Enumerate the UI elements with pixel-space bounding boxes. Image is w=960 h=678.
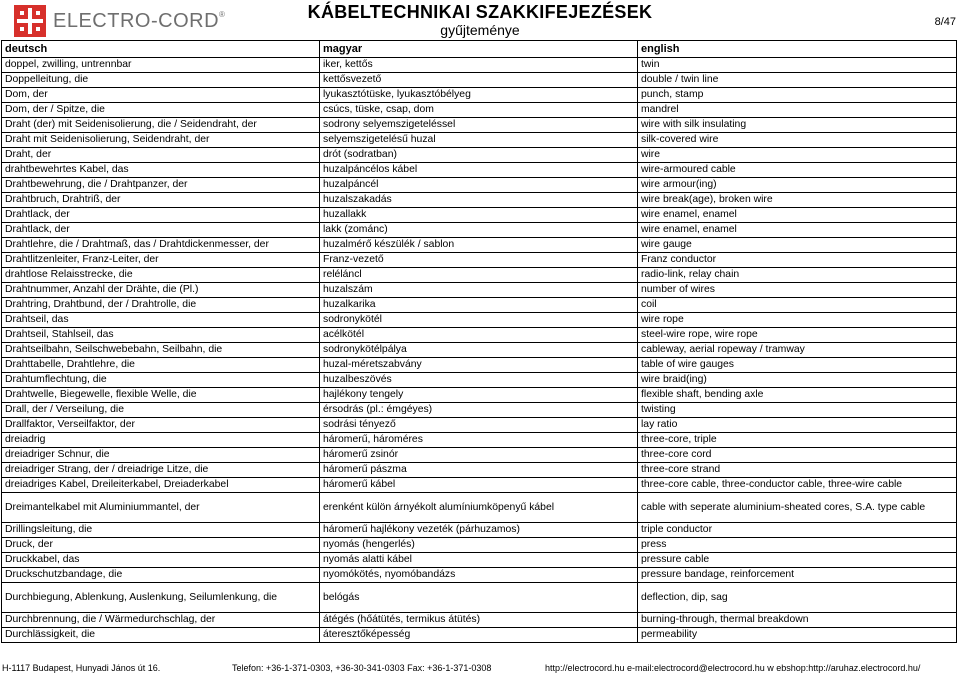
cell-magyar: nyomás (hengerlés) [320, 538, 638, 553]
cell-magyar: huzalpáncél [320, 178, 638, 193]
cell-english: punch, stamp [638, 88, 957, 103]
cell-english: lay ratio [638, 418, 957, 433]
cell-magyar: huzalszakadás [320, 193, 638, 208]
cell-english: double / twin line [638, 73, 957, 88]
cell-deutsch: Drahtseil, Stahlseil, das [2, 328, 320, 343]
cell-english: three-core strand [638, 463, 957, 478]
cell-english: coil [638, 298, 957, 313]
table-row [2, 298, 957, 313]
cell-magyar: huzalszám [320, 283, 638, 298]
cell-deutsch: Drallfaktor, Verseilfaktor, der [2, 418, 320, 433]
table-row [2, 118, 957, 133]
table-row [2, 328, 957, 343]
column-header-magyar: magyar [320, 41, 638, 58]
cell-english: wire gauge [638, 238, 957, 253]
footer-address: H-1117 Budapest, Hunyadi János út 16. [2, 663, 161, 673]
glossary-rows [2, 58, 957, 643]
table-row [2, 283, 957, 298]
table-row [2, 613, 957, 628]
cell-magyar: lakk (zománc) [320, 223, 638, 238]
cell-magyar: huzalpáncélos kábel [320, 163, 638, 178]
cell-magyar: huzallakk [320, 208, 638, 223]
cell-magyar: sodrási tényező [320, 418, 638, 433]
cell-english: pressure bandage, reinforcement [638, 568, 957, 583]
brand-name: ELECTRO-CORD® [53, 9, 226, 32]
cell-deutsch: Drahtwelle, Biegewelle, flexible Welle, die [2, 388, 320, 403]
footer-web: http://electrocord.hu e-mail:electrocord@electrocord.hu w ebshop:http://aruhaz.electrocord.hu/ [545, 663, 921, 673]
cell-english: wire enamel, enamel [638, 223, 957, 238]
cell-deutsch: Druckkabel, das [2, 553, 320, 568]
cell-english: press [638, 538, 957, 553]
cell-deutsch: Druckschutzbandage, die [2, 568, 320, 583]
table-row [2, 478, 957, 493]
cell-english: wire rope [638, 313, 957, 328]
table-row [2, 493, 957, 523]
document-title: KÁBELTECHNIKAI SZAKKIFEJEZÉSEK [307, 2, 653, 22]
table-row [2, 178, 957, 193]
cell-english: steel-wire rope, wire rope [638, 328, 957, 343]
cell-deutsch: drahtbewehrtes Kabel, das [2, 163, 320, 178]
table-row [2, 403, 957, 418]
cell-english: burning-through, thermal breakdown [638, 613, 957, 628]
cell-deutsch: Dreimantelkabel mit Aluminiummantel, der [2, 493, 320, 523]
table-row [2, 88, 957, 103]
cell-deutsch: drahtlose Relaisstrecke, die [2, 268, 320, 283]
cell-english: wire braid(ing) [638, 373, 957, 388]
cell-deutsch: Doppelleitung, die [2, 73, 320, 88]
cell-deutsch: Drillingsleitung, die [2, 523, 320, 538]
table-row [2, 73, 957, 88]
cell-english: three-core cord [638, 448, 957, 463]
cell-deutsch: Draht, der [2, 148, 320, 163]
cell-english: silk-covered wire [638, 133, 957, 148]
cell-magyar: átégés (hőátütés, termikus átütés) [320, 613, 638, 628]
cell-magyar: lyukasztótüske, lyukasztóbélyeg [320, 88, 638, 103]
table-row [2, 193, 957, 208]
cell-deutsch: Drahtbewehrung, die / Drahtpanzer, der [2, 178, 320, 193]
cell-magyar: érsodrás (pl.: émgéyes) [320, 403, 638, 418]
cell-deutsch: Draht (der) mit Seidenisolierung, die / Seidendraht, der [2, 118, 320, 133]
cell-english: wire break(age), broken wire [638, 193, 957, 208]
cell-deutsch: Draht mit Seidenisolierung, Seidendraht, der [2, 133, 320, 148]
cell-english: mandrel [638, 103, 957, 118]
table-row [2, 163, 957, 178]
table-row [2, 418, 957, 433]
cell-magyar: drót (sodratban) [320, 148, 638, 163]
cell-english: Franz conductor [638, 253, 957, 268]
footer-phone: Telefon: +36-1-371-0303, +36-30-341-0303 Fax: +36-1-371-0308 [232, 663, 492, 673]
cell-magyar: áteresztőképesség [320, 628, 638, 643]
cell-magyar: háromerű, hároméres [320, 433, 638, 448]
table-row [2, 463, 957, 478]
table-row [2, 358, 957, 373]
cell-english: wire with silk insulating [638, 118, 957, 133]
cell-english: three-core cable, three-conductor cable, three-wire cable [638, 478, 957, 493]
cell-deutsch: Dom, der [2, 88, 320, 103]
table-row [2, 523, 957, 538]
cell-magyar: sodrony selyemszigeteléssel [320, 118, 638, 133]
cell-deutsch: Drahtumflechtung, die [2, 373, 320, 388]
cell-english: permeability [638, 628, 957, 643]
cell-deutsch: Drahttabelle, Drahtlehre, die [2, 358, 320, 373]
table-row [2, 538, 957, 553]
cell-english: number of wires [638, 283, 957, 298]
electro-cord-logo-icon [14, 5, 46, 37]
column-header-deutsch: deutsch [2, 41, 320, 58]
cell-magyar: belógás [320, 583, 638, 613]
cell-magyar: háromerű kábel [320, 478, 638, 493]
cell-magyar: acélkötél [320, 328, 638, 343]
cell-magyar: kettősvezető [320, 73, 638, 88]
table-row [2, 388, 957, 403]
cell-deutsch: Drahtseilbahn, Seilschwebebahn, Seilbahn, die [2, 343, 320, 358]
cell-english: wire [638, 148, 957, 163]
cell-english: table of wire gauges [638, 358, 957, 373]
cell-english: flexible shaft, bending axle [638, 388, 957, 403]
cell-magyar: nyomás alatti kábel [320, 553, 638, 568]
cell-magyar: sodronykötélpálya [320, 343, 638, 358]
cell-magyar: csúcs, tüske, csap, dom [320, 103, 638, 118]
cell-deutsch: Drahtlack, der [2, 223, 320, 238]
cell-english: pressure cable [638, 553, 957, 568]
cell-deutsch: doppel, zwilling, untrennbar [2, 58, 320, 73]
cell-english: deflection, dip, sag [638, 583, 957, 613]
cell-magyar: hajlékony tengely [320, 388, 638, 403]
cell-english: cable with seperate aluminium-sheated cores, S.A. type cable [638, 493, 957, 523]
cell-deutsch: Drall, der / Verseilung, die [2, 403, 320, 418]
cell-deutsch: Drahtnummer, Anzahl der Drähte, die (Pl.) [2, 283, 320, 298]
cell-magyar: Franz-vezető [320, 253, 638, 268]
table-row [2, 373, 957, 388]
cell-magyar: selyemszigetelésű huzal [320, 133, 638, 148]
cell-deutsch: dreiadriges Kabel, Dreileiterkabel, Dreiaderkabel [2, 478, 320, 493]
cell-magyar: erenként külön árnyékolt alumíniumköpenyű kábel [320, 493, 638, 523]
table-row [2, 148, 957, 163]
cell-deutsch: Durchbiegung, Ablenkung, Auslenkung, Seilumlenkung, die [2, 583, 320, 613]
cell-deutsch: dreiadrig [2, 433, 320, 448]
cell-deutsch: Dom, der / Spitze, die [2, 103, 320, 118]
table-row [2, 553, 957, 568]
table-row [2, 223, 957, 238]
cell-deutsch: Drahtseil, das [2, 313, 320, 328]
brand-logo [14, 4, 225, 38]
cell-magyar: háromerű hajlékony vezeték (párhuzamos) [320, 523, 638, 538]
cell-deutsch: Drahtring, Drahtbund, der / Drahtrolle, die [2, 298, 320, 313]
table-row [2, 238, 957, 253]
cell-deutsch: Druck, der [2, 538, 320, 553]
table-row [2, 583, 957, 613]
table-row [2, 448, 957, 463]
table-row [2, 58, 957, 73]
cell-english: wire enamel, enamel [638, 208, 957, 223]
table-row [2, 133, 957, 148]
cell-deutsch: Durchbrennung, die / Wärmedurchschlag, der [2, 613, 320, 628]
cell-deutsch: Drahtlack, der [2, 208, 320, 223]
cell-magyar: huzal-méretszabvány [320, 358, 638, 373]
table-row [2, 343, 957, 358]
cell-magyar: iker, kettős [320, 58, 638, 73]
cell-magyar: reléláncl [320, 268, 638, 283]
cell-deutsch: dreiadriger Schnur, die [2, 448, 320, 463]
table-row [2, 268, 957, 283]
document-subtitle: gyűjteménye [440, 22, 520, 38]
column-header-english: english [638, 41, 957, 58]
cell-deutsch: Drahtbruch, Drahtriß, der [2, 193, 320, 208]
table-row [2, 313, 957, 328]
cell-english: three-core, triple [638, 433, 957, 448]
table-row [2, 253, 957, 268]
cell-deutsch: Drahtlehre, die / Drahtmaß, das / Drahtdickenmesser, der [2, 238, 320, 253]
cell-english: triple conductor [638, 523, 957, 538]
page-number: 8/47 [934, 16, 956, 28]
table-row [2, 433, 957, 448]
cell-english: wire-armoured cable [638, 163, 957, 178]
cell-english: twin [638, 58, 957, 73]
cell-magyar: háromerű zsinór [320, 448, 638, 463]
table-row [2, 208, 957, 223]
table-row [2, 568, 957, 583]
cell-english: cableway, aerial ropeway / tramway [638, 343, 957, 358]
table-header-row [2, 41, 957, 58]
glossary-table [1, 40, 957, 643]
cell-english: radio-link, relay chain [638, 268, 957, 283]
cell-magyar: huzalkarika [320, 298, 638, 313]
cell-english: wire armour(ing) [638, 178, 957, 193]
cell-magyar: huzalmérő készülék / sablon [320, 238, 638, 253]
table-row [2, 103, 957, 118]
cell-magyar: huzalbeszövés [320, 373, 638, 388]
cell-magyar: háromerű pászma [320, 463, 638, 478]
table-row [2, 628, 957, 643]
cell-deutsch: Drahtlitzenleiter, Franz-Leiter, der [2, 253, 320, 268]
cell-magyar: sodronykötél [320, 313, 638, 328]
cell-deutsch: dreiadriger Strang, der / dreiadrige Litze, die [2, 463, 320, 478]
cell-magyar: nyomókötés, nyomóbandázs [320, 568, 638, 583]
cell-deutsch: Durchlässigkeit, die [2, 628, 320, 643]
cell-english: twisting [638, 403, 957, 418]
